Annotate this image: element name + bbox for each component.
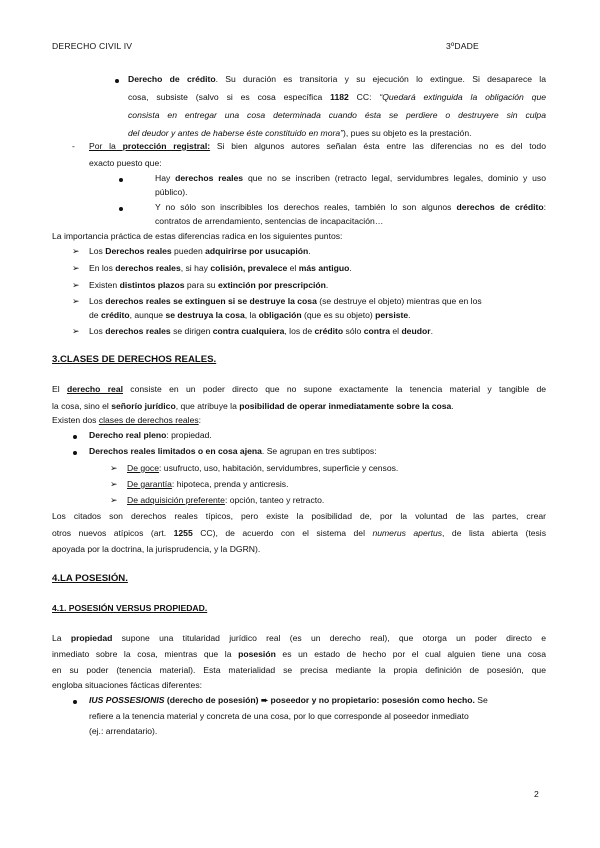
text: : hipoteca, prenda y anticresis.	[171, 479, 289, 489]
bold-term: derechos reales se extinguen si se destruye la cosa	[105, 296, 317, 306]
paragraph-line: público).	[155, 187, 188, 197]
text: CC), de acuerdo con el sistema del	[192, 528, 373, 538]
point-line	[89, 309, 411, 321]
text: , la	[244, 310, 259, 320]
header-grade: 3ºDADE	[446, 41, 479, 51]
point-line	[89, 262, 352, 274]
bold-term: Derechos reales limitados o en cosa ajena	[89, 446, 262, 456]
text: , si hay	[180, 263, 211, 273]
bold-term: posesión	[238, 649, 276, 659]
bold-term: (derecho de posesión)	[164, 695, 261, 705]
paragraph-line	[128, 127, 472, 139]
text: el	[287, 263, 299, 273]
arrow-bullet-icon: ➢	[72, 296, 80, 306]
paragraph-line	[52, 632, 546, 644]
bold-term: colisión, prevalece	[210, 263, 288, 273]
text: Por la	[89, 141, 123, 151]
section-heading: 4.LA POSESIÓN.	[52, 573, 128, 584]
text: (se destruye el objeto) mientras que en los	[316, 296, 482, 306]
paragraph-line	[89, 140, 546, 152]
bold-term: extinción por prescripción	[217, 280, 326, 290]
text: pueden	[171, 246, 206, 256]
section-heading: 3.CLASES DE DERECHOS REALES.	[52, 354, 217, 365]
text: , de lista abierta (tesis	[442, 528, 546, 538]
paragraph-line: Los citados son derechos reales típicos, pero existe la posibilidad de, por la voluntad de las partes, crear	[52, 511, 546, 521]
bold-term: Derechos reales	[105, 246, 172, 256]
paragraph-line	[52, 383, 546, 395]
text: cosa, subsiste (salvo si es cosa específica	[128, 92, 331, 102]
text: , que atribuye la	[175, 401, 240, 411]
text: Los	[89, 246, 106, 256]
text: Existen	[89, 280, 120, 290]
paragraph-line	[52, 527, 546, 539]
bullet-icon	[73, 435, 77, 439]
paragraph-line: en su poder (tenencia material). Esta materialidad se precisa mediante la propia definición de posesión, que	[52, 665, 546, 675]
subsection-heading: 4.1. POSESIÓN VERSUS PROPIEDAD.	[52, 603, 208, 613]
bold-term: poseedor y no propietario: posesión como hecho.	[268, 695, 475, 705]
text: , los de	[284, 326, 315, 336]
text: Existen dos	[52, 415, 99, 425]
paragraph-line: engloba situaciones fácticas diferentes:	[52, 680, 203, 690]
paragraph-line: exacto puesto que:	[89, 158, 162, 168]
text: Se	[474, 695, 488, 705]
dash-marker: -	[72, 141, 75, 151]
text: la cosa, sino el	[52, 401, 112, 411]
paragraph-line	[128, 73, 546, 85]
text: Hay	[155, 173, 176, 183]
text: :	[198, 415, 202, 425]
bold-term: crédito	[100, 310, 130, 320]
paragraph-line: contratos de arrendamiento, sentencias de incapacitación…	[155, 216, 384, 226]
italic-term: numerus apertus	[372, 528, 443, 538]
text: sólo	[343, 326, 364, 336]
bold-term: propiedad	[70, 633, 113, 643]
text: . Se agrupan en tres subtipos:	[261, 446, 377, 456]
list-item-continuation: (ej.: arrendatario).	[89, 726, 158, 736]
bold-term: más antiguo	[298, 263, 350, 273]
text: :	[543, 202, 546, 212]
bold-term: derechos reales	[175, 173, 244, 183]
list-item	[89, 445, 377, 457]
article-number: 1255	[173, 528, 193, 538]
list-item	[127, 494, 324, 506]
bold-term: Derecho real pleno	[89, 430, 167, 440]
list-item-continuation: refiere a la tenencia material y concreta de una cosa, por lo que corresponde al poseedor inmediato	[89, 711, 469, 721]
italic-term: IUS POSSESIONIS	[89, 695, 165, 705]
bullet-icon	[119, 207, 123, 211]
text: .	[430, 326, 433, 336]
text: , aunque	[129, 310, 166, 320]
bullet-icon	[73, 700, 77, 704]
text: Si bien algunos autores señalan ésta entre las diferencias no es del todo	[210, 141, 546, 151]
bold-term: adquirirse por usucapión	[205, 246, 309, 256]
arrow-bullet-icon: ➢	[72, 280, 80, 290]
arrow-bullet-icon: ➢	[72, 263, 80, 273]
text: se dirigen	[170, 326, 213, 336]
arrow-bullet-icon: ➢	[72, 326, 80, 336]
text: supone una titularidad jurídico real (es un derecho real), que otorga un poder directo e	[112, 633, 547, 643]
point-line	[89, 245, 311, 257]
arrow-right-icon: ➨	[260, 695, 269, 705]
bold-term: crédito	[314, 326, 344, 336]
arrow-bullet-icon: ➢	[110, 479, 118, 489]
text: : opción, tanteo y retracto.	[224, 495, 325, 505]
point-line	[89, 325, 433, 337]
arrow-bullet-icon: ➢	[110, 495, 118, 505]
bold-term: deudor	[401, 326, 431, 336]
bold-term: Derecho de crédito	[128, 74, 216, 84]
point-line	[89, 295, 482, 307]
arrow-bullet-icon: ➢	[110, 463, 118, 473]
article-number: 1182	[330, 92, 349, 102]
paragraph-line	[52, 414, 201, 426]
bold-term: contra cualquiera	[212, 326, 285, 336]
underlined-term: De goce	[127, 463, 160, 473]
page-number: 2	[534, 789, 539, 799]
point-line	[89, 279, 328, 291]
text: Los	[89, 296, 106, 306]
text: Y no sólo son inscribibles los derechos reales, también lo son algunos	[155, 202, 457, 212]
text: CC:	[348, 92, 380, 102]
text: El	[52, 384, 67, 394]
underlined-term: clases de derechos reales	[98, 415, 199, 425]
text: .	[451, 401, 454, 411]
paragraph-line: apoyada por la doctrina, la jurisprudencia, y la DGRN).	[52, 544, 261, 554]
bold-term: se destruya la cosa	[165, 310, 245, 320]
text: de	[89, 310, 101, 320]
text: Los	[89, 326, 106, 336]
bold-term: contra	[363, 326, 390, 336]
text: En los	[89, 263, 116, 273]
bullet-icon	[119, 178, 123, 182]
list-item	[127, 478, 288, 490]
text: .	[349, 263, 352, 273]
text: el	[389, 326, 402, 336]
text: es un estado de hecho por el cual alguien tiene una cosa	[275, 649, 547, 659]
bold-term: distintos plazos	[119, 280, 185, 290]
bold-term: posibilidad de operar inmediatamente sobre la cosa	[239, 401, 452, 411]
bold-term: derechos de crédito	[456, 202, 544, 212]
text: : propiedad.	[166, 430, 212, 440]
text: .	[308, 246, 311, 256]
bold-term: señorío jurídico	[111, 401, 176, 411]
text: . Su duración es transitoria y su ejecución lo extingue. Si desaparece la	[215, 74, 546, 84]
list-item	[89, 429, 212, 441]
text: .	[325, 280, 329, 290]
text: que no se inscriben (retracto legal, servidumbres legales, dominio y uso	[243, 173, 546, 183]
text: La	[52, 633, 71, 643]
text: otros nuevos atípicos (art.	[52, 528, 174, 538]
bullet-icon	[115, 79, 119, 83]
bold-term: derechos reales	[105, 326, 171, 336]
quote-text: consista en entregar una cosa determinada cuando ésta se perdiere o destruyere sin culpa	[128, 110, 546, 120]
bold-term: derecho real	[66, 384, 123, 394]
arrow-bullet-icon: ➢	[72, 246, 80, 256]
quote-text: “Quedará extinguida la obligación que	[379, 92, 547, 102]
header-course: DERECHO CIVIL IV	[52, 41, 133, 51]
text: .	[408, 310, 411, 320]
bold-term: persiste	[375, 310, 409, 320]
list-item	[89, 694, 488, 706]
bullet-icon	[73, 451, 77, 455]
underlined-term: De garantía	[127, 479, 172, 489]
paragraph-line	[128, 91, 546, 103]
list-item	[127, 462, 398, 474]
bold-term: protección registral:	[122, 141, 211, 151]
text: ), pues su objeto es la prestación.	[342, 128, 472, 138]
paragraph-line	[52, 400, 454, 412]
paragraph-line	[52, 648, 546, 660]
text: para su	[184, 280, 218, 290]
quote-text: del deudor y antes de haberse éste constituido en mora”	[128, 128, 343, 138]
paragraph-line: La importancia práctica de estas diferencias radica en los siguientes puntos:	[52, 231, 343, 241]
paragraph-line	[128, 109, 546, 121]
underlined-term: De adquisición preferente	[127, 495, 225, 505]
paragraph-line	[155, 172, 546, 184]
bold-term: derechos reales	[115, 263, 181, 273]
text: consiste en un poder directo que no supone exactamente la tenencia material y tangible de	[122, 384, 547, 394]
text: (que es su objeto)	[301, 310, 376, 320]
text: : usufructo, uso, habitación, servidumbres, superficie y censos.	[159, 463, 399, 473]
bold-term: obligación	[258, 310, 302, 320]
paragraph-line	[155, 201, 546, 213]
text: inmediato sobre la cosa, mientras que la	[52, 649, 239, 659]
